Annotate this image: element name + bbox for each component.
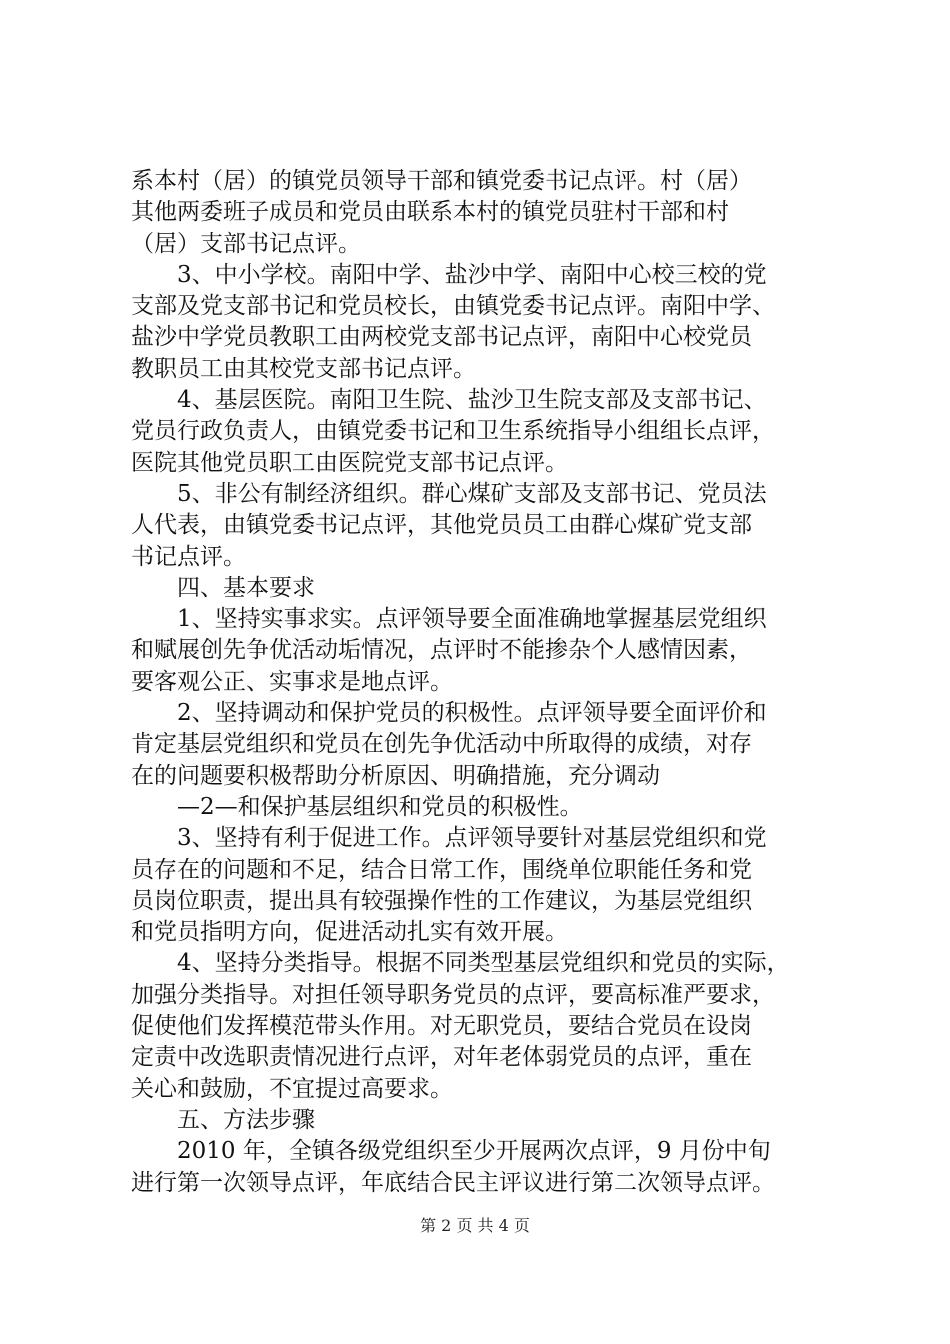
text-line: 五、方法步骤 xyxy=(177,1106,315,1133)
text-line: 教职员工由其校党支部书记点评。 xyxy=(131,355,476,382)
text-line: 5、非公有制经济组织。群心煤矿支部及支部书记、党员法 xyxy=(177,480,767,507)
text-line: 促使他们发挥模范带头作用。对无职党员，要结合党员在设岗 xyxy=(131,1013,752,1040)
text-line: —2—和保护基层组织和党员的积极性。 xyxy=(177,793,583,820)
text-line: 肯定基层党组织和党员在创先争优活动中所取得的成绩，对存 xyxy=(131,731,752,758)
text-line: 和赋展创先争优活动垢情况，点评时不能掺杂个人感情因素， xyxy=(131,637,752,664)
text-line: 加强分类指导。对担任领导职务党员的点评，要高标准严要求， xyxy=(131,981,775,1008)
text-line: 2010 年，全镇各级党组织至少开展两次点评，9 月份中旬 xyxy=(177,1138,771,1165)
text-line: 员存在的问题和不足，结合日常工作，围绕单位职能任务和党 xyxy=(131,856,752,883)
text-line: 4、坚持分类指导。根据不同类型基层党组织和党员的实际， xyxy=(177,950,790,977)
text-line: 3、中小学校。南阳中学、盐沙中学、南阳中心校三校的党 xyxy=(177,261,767,288)
text-line: 进行第一次领导点评，年底结合民主评议进行第二次领导点评。 xyxy=(131,1169,775,1196)
text-line: 其他两委班子成员和党员由联系本村的镇党员驻村干部和村 xyxy=(131,199,729,226)
text-line: 系本村（居）的镇党员领导干部和镇党委书记点评。村（居） xyxy=(131,168,752,194)
text-line: （居）支部书记点评。 xyxy=(131,230,361,257)
text-line: 人代表，由镇党委书记点评，其他党员员工由群心煤矿党支部 xyxy=(131,512,752,539)
text-line: 4、基层医院。南阳卫生院、盐沙卫生院支部及支部书记、 xyxy=(177,387,767,414)
text-line: 员岗位职责，提出具有较强操作性的工作建议，为基层党组织 xyxy=(131,887,752,914)
page-footer: 第 2 页 共 4 页 xyxy=(420,1216,530,1235)
text-line: 在的问题要积极帮助分析原因、明确措施，充分调动 xyxy=(131,762,660,789)
text-line: 2、坚持调动和保护党员的积极性。点评领导要全面评价和 xyxy=(177,700,767,727)
text-line: 关心和鼓励，不宜提过高要求。 xyxy=(131,1075,453,1102)
text-line: 党员行政负责人，由镇党委书记和卫生系统指导小组组长点评， xyxy=(131,418,775,445)
text-line: 3、坚持有利于促进工作。点评领导要针对基层党组织和党 xyxy=(177,825,767,852)
text-line: 医院其他党员职工由医院党支部书记点评。 xyxy=(131,449,568,476)
text-line: 和党员指明方向，促进活动扎实有效开展。 xyxy=(131,919,568,946)
document-body xyxy=(131,166,831,1199)
text-line: 要客观公正、实事求是地点评。 xyxy=(131,668,453,695)
text-line: 书记点评。 xyxy=(131,543,246,570)
text-line: 1、坚持实事求实。点评领导要全面准确地掌握基层党组织 xyxy=(177,606,767,633)
text-line: 四、基本要求 xyxy=(177,574,315,601)
text-line: 盐沙中学党员教职工由两校党支部书记点评，南阳中心校党员 xyxy=(131,324,752,351)
text-line: 定责中改选职责情况进行点评，对年老体弱党员的点评，重在 xyxy=(131,1044,752,1071)
text-line: 支部及党支部书记和党员校长，由镇党委书记点评。南阳中学、 xyxy=(131,293,775,320)
